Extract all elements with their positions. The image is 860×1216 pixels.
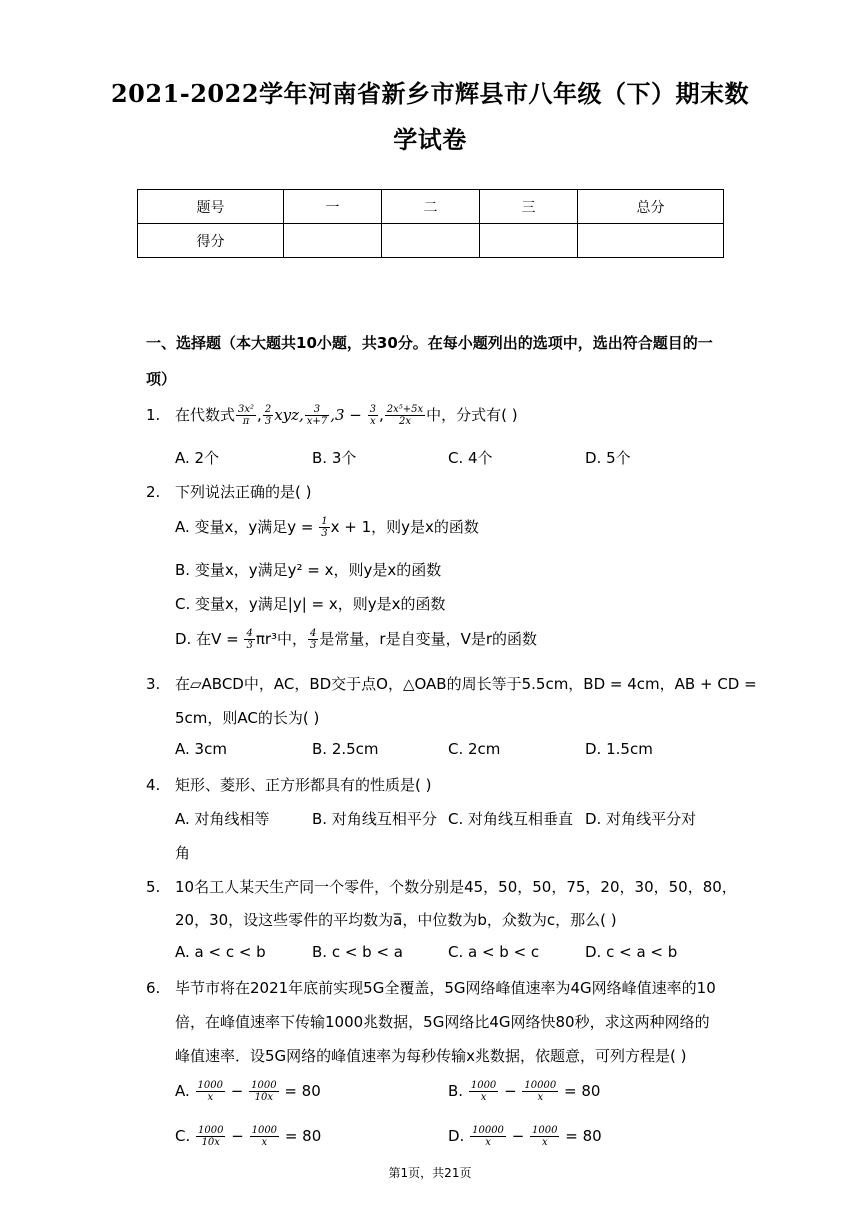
question-text: 在代数式: [175, 406, 236, 424]
question-5: [146, 876, 746, 897]
question-text: 矩形、菱形、正方形都具有的性质是( ): [175, 776, 432, 794]
math-expression: ,3 −: [330, 406, 367, 424]
option-a: A. $\frac{1000}{x}$ − $\frac{1000}{10x}$ = 80: [175, 1080, 321, 1103]
option-b: B. 3个: [312, 449, 357, 467]
question-number: 4.: [146, 776, 161, 794]
question-number: 2.: [146, 483, 161, 501]
option-b: B. 2.5cm: [312, 740, 379, 758]
score-table-header-row: [138, 190, 724, 224]
option-b: B. 对角线互相平分: [312, 810, 437, 828]
question-2: [146, 481, 746, 502]
option-c: C. 2cm: [448, 740, 501, 758]
option-c: C. $\frac{1000}{10x}$ − $\frac{1000}{x}$ = 80: [175, 1125, 322, 1148]
question-text: 在▱ABCD中，AC，BD交于点O，△OAB的周长等于5.5cm，BD = 4cm，AB + CD =: [175, 675, 757, 693]
option-d: D. 5个: [585, 449, 631, 467]
question-text-continued: 20，30，设这些零件的平均数为a̅，中位数为b，众数为c，那么( ): [175, 911, 617, 929]
question-text: 10名工人某天生产同一个零件，个数分别是45，50，50，75，20，30，50，80，: [175, 878, 737, 896]
fraction: $\frac{\text{3x²}}{\pi}$: [238, 404, 255, 427]
score-table-cell: 总分: [578, 190, 724, 224]
fraction: $\frac{\text{2x⁵+5x}}{2x}$: [386, 404, 424, 427]
question-text-continued: 倍，在峰值速率下传输1000兆数据，5G网络比4G网络快80秒，求这两种网络的: [175, 1013, 710, 1031]
score-table-score-row: [138, 224, 724, 258]
question-text: 中，分式有( ): [426, 406, 518, 424]
score-table-cell: 得分: [138, 224, 284, 258]
option-a: A. 变量x，y满足y = $\frac{1}{3}$ x + 1，则y是x的函数: [175, 516, 479, 539]
score-input-cell: [480, 224, 578, 258]
option-a: A. 对角线相等: [175, 810, 270, 828]
option-d: D. 对角线平分对: [585, 810, 697, 828]
fraction: $\frac{3}{x}$: [369, 404, 376, 427]
option-a: A. 3cm: [175, 740, 227, 758]
score-input-cell: [382, 224, 480, 258]
section-heading: 一、选择题（本大题共10小题，共30分。在每小题列出的选项中，选出符合题目的一: [146, 334, 713, 352]
option-d: D. 在V = $\frac{4}{3}$ πr³中， $\frac{4}{3}$ 是常量，r是自变量，V是r的函数: [175, 628, 538, 651]
question-text-continued: 峰值速率．设5G网络的峰值速率为每秒传输x兆数据，依题意，可列方程是( ): [175, 1047, 687, 1065]
score-table-cell: 三: [480, 190, 578, 224]
fraction: $\frac{3}{x+7}$: [306, 404, 328, 427]
option-a: A. 2个: [175, 449, 220, 467]
question-text-continued: 5cm，则AC的长为( ): [175, 709, 320, 727]
option-c: C. 变量x，y满足|y| = x，则y是x的函数: [175, 595, 446, 613]
score-table-cell: 题号: [138, 190, 284, 224]
fraction: $\frac{2}{3}$: [264, 404, 272, 427]
option-b: B. c < b < a: [312, 943, 403, 961]
page-footer: 第1页，共21页: [388, 1166, 472, 1180]
option-d: D. $\frac{10000}{x}$ − $\frac{1000}{x}$ = 80: [448, 1125, 602, 1148]
page-title-continued: 学试卷: [393, 125, 467, 154]
score-input-cell: [578, 224, 724, 258]
option-b: B. 变量x，y满足y² = x，则y是x的函数: [175, 561, 442, 579]
question-text: 毕节市将在2021年底前实现5G全覆盖，5G网络峰值速率为4G网络峰值速率的10: [175, 979, 716, 997]
option-c: C. a < b < c: [448, 943, 540, 961]
option-d-continued: 角: [175, 844, 191, 862]
question-1: 1. 在代数式 $\frac{\text{3x²}}{\pi}$ , $\frac{2}{3}$ xyz, $\frac{3}{x+7}$ ,3 − $\frac{3}{x}$ , $\frac{\text{2x⁵+5x}}{2x}$ 中，分式有( ): [146, 404, 518, 427]
option-d: D. c < a < b: [585, 943, 678, 961]
option-b: B. $\frac{1000}{x}$ − $\frac{10000}{x}$ = 80: [448, 1080, 601, 1103]
question-number: 3.: [146, 675, 161, 693]
question-number: 6.: [146, 979, 161, 997]
option-c: C. 对角线互相垂直: [448, 810, 574, 828]
question-4: [146, 774, 746, 795]
option-d: D. 1.5cm: [585, 740, 653, 758]
score-input-cell: [284, 224, 382, 258]
question-number: 5.: [146, 878, 161, 896]
score-table: [137, 189, 724, 258]
math-expression: xyz,: [274, 406, 304, 424]
option-c: C. 4个: [448, 449, 493, 467]
option-a: A. a < c < b: [175, 943, 266, 961]
page-title: 2021-2022学年河南省新乡市辉县市八年级（下）期末数: [110, 79, 750, 108]
question-number: 1.: [146, 406, 161, 424]
score-table-cell: 一: [284, 190, 382, 224]
section-heading-continued: 项）: [146, 370, 177, 388]
score-table-cell: 二: [382, 190, 480, 224]
question-text: 下列说法正确的是( ): [175, 483, 312, 501]
question-6: [146, 977, 746, 998]
question-3: [146, 673, 757, 694]
